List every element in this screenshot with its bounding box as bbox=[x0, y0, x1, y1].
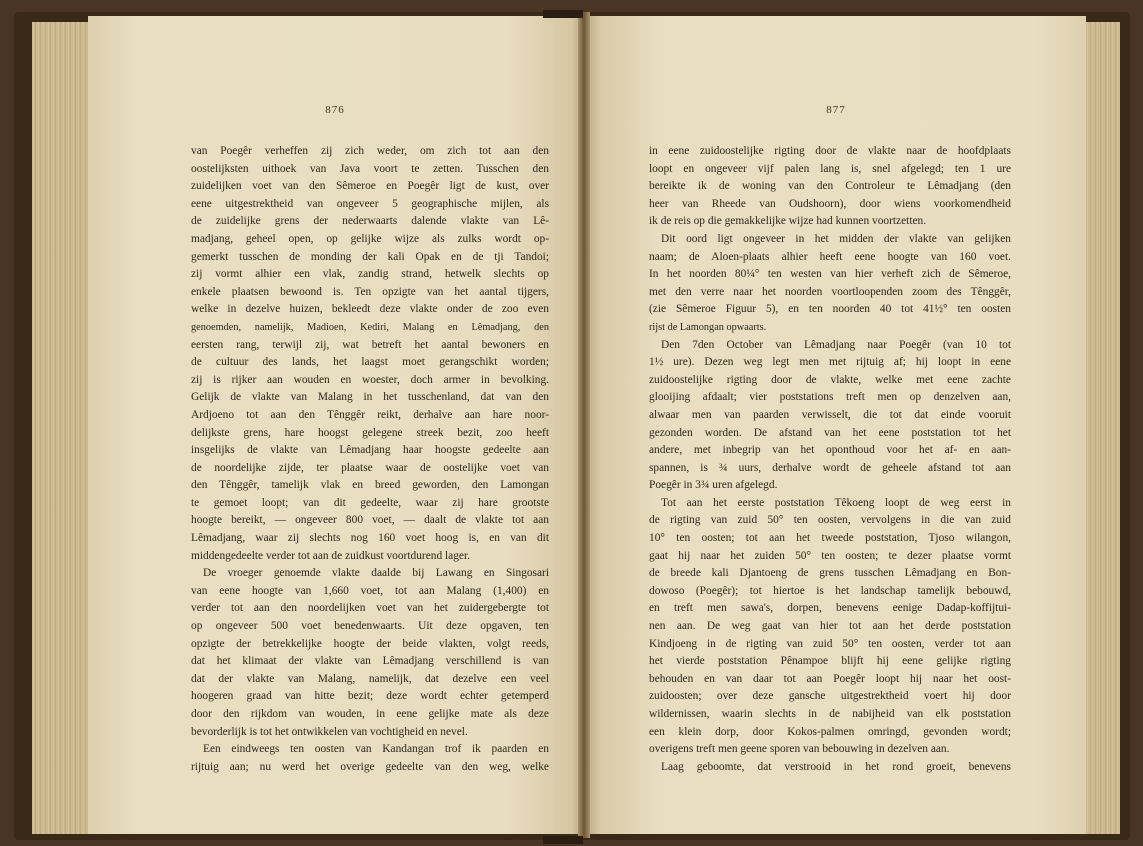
text-line: Tot aan het eerste poststation Têkoeng loopt de weg eerst in bbox=[661, 496, 1011, 509]
text-line: Gelijk de vlakte van Malang in het tusschenland, dat van den bbox=[191, 391, 549, 404]
text-line: met den verre naar het noorden voortloopenden zoom des Tênggêr, bbox=[649, 285, 1011, 298]
text-line: alwaar men van paarden verwisselt, die tot dat einde vooruit bbox=[649, 408, 1011, 421]
text-line: bevorderlijk is tot het ontwikkelen van vochtigheid en nevel. bbox=[191, 725, 468, 738]
text-line: zuidelijken voet van den Sêmeroe en Poegêr ligt de kust, over bbox=[191, 180, 549, 193]
text-line: loopt en ongeveer vijf palen lang is, snel afgelegd; ten 1 ure bbox=[649, 162, 1011, 175]
text-line: wildernissen, waarin slechts in de nabijheid van elk poststation bbox=[649, 708, 1011, 720]
right-page bbox=[586, 16, 1086, 834]
text-line: genoemden, namelijk, Madioen, Kediri, Malang en Lêmadjang, den bbox=[191, 321, 549, 333]
text-line: de breede kali Djantoeng de grens tusschen Lêmadjang en Bon- bbox=[649, 567, 1011, 580]
left-page-number: 876 bbox=[325, 104, 345, 116]
text-line: een klein dorp, door Kokos-palmen omringd, gevonden wordt; bbox=[649, 725, 1011, 738]
text-line: glooijing afdaalt; vier poststations treft men op denzelven aan, bbox=[649, 391, 1011, 404]
spine-top bbox=[543, 10, 583, 18]
text-line: middengedeelte verder tot aan de zuidkust voortdurend lager. bbox=[191, 549, 470, 562]
text-line: van eene hoogte van 1,660 voet, tot aan Malang (1,400) en bbox=[191, 584, 549, 597]
text-line: enkele plaatsen bewoond is. Ten opzigte van het aantal tijgers, bbox=[191, 285, 549, 298]
text-line: door den rijkdom van wouden, in eene gelijke mate als deze bbox=[191, 708, 549, 720]
text-line: Kindjoeng in de rigting van zuid 50° ten oosten, verder tot aan bbox=[649, 637, 1011, 650]
text-line: spannen, is ¾ uurs, derhalve wordt de geheele afstand tot aan bbox=[649, 461, 1011, 474]
text-line: de noordelijke zijde, ter plaatse waar de oostelijke voet van bbox=[191, 461, 549, 474]
text-line: Laag geboomte, dat verstrooid in het rond groeit, benevens bbox=[661, 760, 1011, 773]
text-line: 1½ ure). Dezen weg legt men met rijtuig af; hij loopt in eene bbox=[649, 356, 1011, 369]
text-line: nen aan. De weg gaat van hier tot aan het derde poststation bbox=[649, 620, 1011, 633]
text-line: heer van Rheede van Oudshoorn), door wiens voorkomendheid bbox=[649, 197, 1011, 210]
spine-bottom bbox=[543, 836, 583, 844]
text-line: zij vormt alhier een vlak, zandig strand, hetwelk slechts op bbox=[191, 268, 549, 281]
text-line: ik de reis op die gemakkelijke wijze had kunnen voortzetten. bbox=[649, 215, 927, 228]
text-line: Een eindweegs ten oosten van Kandangan trof ik paarden en bbox=[203, 743, 549, 756]
text-line: in eene zuidoostelijke rigting door de vlakte naar de hoofdplaats bbox=[649, 145, 1011, 157]
text-line: Lêmadjang, waar zij slechts nog 160 voet hoog is, en van dit bbox=[191, 532, 549, 545]
text-line: welke in dezelve huizen, bekleedt deze vlakte onder de zoo even bbox=[191, 303, 549, 316]
text-line: andere, met inbegrip van het oponthoud voor het af- en aan- bbox=[649, 444, 1011, 457]
text-line: insgelijks de vlakte van Lêmadjang haar hoogste gedeelte aan bbox=[191, 444, 549, 457]
text-line: Den 7den October van Lêmadjang naar Poegêr (van 10 tot bbox=[661, 338, 1011, 351]
text-line: te gemoet loopt; van dit gedeelte, waar zij hare grootste bbox=[191, 496, 549, 509]
text-line: rijtuig aan; nu werd het overige gedeelte van den weg, welke bbox=[191, 760, 549, 773]
left-page-edges bbox=[32, 22, 92, 834]
text-line: de rigting van zuid 50° ten oosten, vervolgens in die van zuid bbox=[649, 514, 1011, 527]
text-line: In het noorden 80¼° ten westen van hier verheft zich de Sêmeroe, bbox=[649, 268, 1011, 281]
text-line: (zie Sêmeroe Figuur 5), en ten noorden 40 tot 41½° ten oosten bbox=[649, 303, 1011, 316]
text-line: madjang, geheel open, op gelijke wijze als zulks wordt op- bbox=[191, 232, 549, 245]
left-page bbox=[88, 16, 582, 834]
text-line: verder tot aan den noordelijken voet van het zuidergebergte tot bbox=[191, 602, 549, 615]
text-line: overigens treft men geene sporen van bebouwing in dezelven aan. bbox=[649, 743, 950, 756]
text-line: bereikte ik de woning van den Controleur te Lêmadjang (den bbox=[649, 180, 1011, 193]
text-line: op ongeveer 500 voet benedenwaarts. Uit deze opgaven, ten bbox=[191, 620, 549, 633]
text-line: rijst de Lamongan opwaarts. bbox=[649, 321, 767, 333]
text-line: De vroeger genoemde vlakte daalde bij Lawang en Singosari bbox=[203, 567, 549, 580]
text-line: delijkste grens, hare hoogst gelegene streek bezit, zoo heeft bbox=[191, 426, 549, 439]
text-line: hoogte bereikt, — ongeveer 800 voet, — daalt de vlakte tot aan bbox=[191, 514, 549, 527]
text-line: gaat hij naar het zuiden 50° ten oosten; te dezer plaatse vormt bbox=[649, 549, 1011, 562]
text-line: dat der vlakte van Malang, namelijk, dat dezelve een veel bbox=[191, 672, 549, 685]
text-line: eersten rang, terwijl zij, wat betreft het aantal bewoners en bbox=[191, 338, 549, 351]
text-line: behouden en van daar tot aan Poegêr loopt hij naar het oost- bbox=[649, 672, 1011, 685]
text-line: oostelijksten uithoek van Java voort te zetten. Tusschen den bbox=[191, 162, 549, 175]
text-line: Poegêr in 3¾ uren afgelegd. bbox=[649, 479, 778, 492]
text-line: 10° ten oosten; tot aan het tweede poststation, Tjoso wilangon, bbox=[649, 532, 1011, 545]
text-line: hoogeren graad van hitte bezit; deze wordt echter getemperd bbox=[191, 690, 549, 703]
text-line: de zuidelijke grens der nederwaarts dalende vlakte van Lê- bbox=[191, 215, 549, 228]
text-line: Dit oord ligt ongeveer in het midden der vlakte van gelijken bbox=[661, 232, 1011, 245]
text-line: zuidoosten; over deze gansche uitgestrektheid voert hij door bbox=[649, 690, 1011, 703]
right-page-number: 877 bbox=[826, 104, 846, 116]
text-line: het vierde poststation Pênampoe blijft hij eene gelijke rigting bbox=[649, 655, 1011, 668]
text-line: dowoso (Poegêr); tot hiertoe is het landschap tamelijk bebouwd, bbox=[649, 584, 1011, 597]
text-line: en treft men sawa's, dorpen, benevens eenige Dadap-koffijtui- bbox=[649, 602, 1011, 615]
text-line: dat het klimaat der vlakte van Lêmadjang verschillend is van bbox=[191, 655, 549, 668]
text-line: van Poegêr verheffen zij zich weder, om zich tot aan den bbox=[191, 145, 549, 157]
text-line: Ardjoeno tot aan den Tênggêr reikt, derhalve aan hare noor- bbox=[191, 408, 549, 421]
text-line: den Tênggêr, tamelijk vlak en breed geworden, den Lamongan bbox=[191, 479, 549, 492]
text-line: eene uitgestrektheid van ongeveer 5 geographische mijlen, als bbox=[191, 197, 549, 210]
book-gutter bbox=[578, 12, 590, 838]
left-page-text bbox=[191, 143, 549, 776]
text-line: gemerkt tusschen de monding der kali Opak en de tji Tandoi; bbox=[191, 250, 549, 263]
text-line: gezonden worden. De afstand van het eene poststation tot het bbox=[649, 426, 1011, 439]
text-line: de cultuur des lands, het laagst moet gerangschikt worden; bbox=[191, 356, 549, 369]
right-page-edges bbox=[1084, 22, 1120, 834]
text-line: opzigte der betrekkelijke hoogte der beide vlakten, volgt reeds, bbox=[191, 637, 549, 650]
right-page-text bbox=[649, 143, 1011, 776]
text-line: zuidoostelijke rigting door de vlakte, welke met eene zachte bbox=[649, 373, 1011, 386]
text-line: naam; de Aloen-plaats alhier heeft eene hoogte van 160 voet. bbox=[649, 250, 1011, 263]
text-line: zij is rijker aan wouden en woester, doch armer in bevolking. bbox=[191, 373, 549, 386]
